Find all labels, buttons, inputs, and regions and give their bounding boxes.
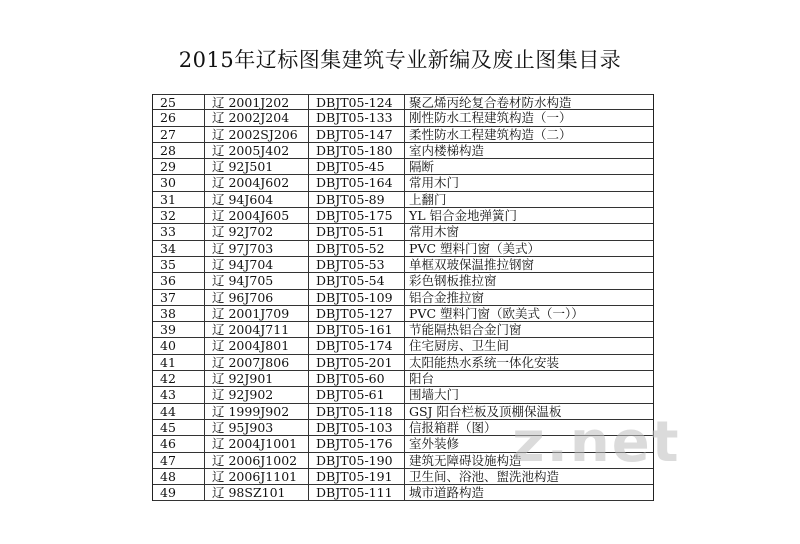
row-number: 39 — [153, 322, 205, 337]
atlas-name: 节能隔热铝合金门窗 — [409, 322, 522, 338]
atlas-name: 上翻门 — [409, 191, 447, 207]
atlas-code: 辽 2004J602 — [205, 175, 309, 190]
row-number: 30 — [153, 175, 205, 190]
atlas-code: 辽 92J501 — [205, 159, 309, 174]
table-row — [153, 355, 653, 371]
row-number: 25 — [153, 95, 205, 109]
atlas-name: 住宅厨房、卫生间 — [409, 338, 510, 354]
atlas-code: 辽 2002SJ206 — [205, 127, 309, 142]
table-row — [153, 192, 653, 208]
atlas-code: 辽 2007J806 — [205, 355, 309, 370]
atlas-code: 辽 2001J709 — [205, 306, 309, 321]
atlas-code: 辽 94J705 — [205, 273, 309, 288]
atlas-name: PVC 塑料门窗（美式） — [409, 240, 540, 256]
standard-number: DBJT05-191 — [309, 469, 405, 484]
atlas-code: 辽 92J702 — [205, 224, 309, 239]
row-number: 37 — [153, 290, 205, 305]
atlas-name: 铝合金推拉窗 — [409, 289, 485, 305]
atlas-name: 柔性防水工程建筑构造（二） — [409, 126, 572, 142]
standard-number: DBJT05-45 — [309, 159, 405, 174]
atlas-name: 室内楼梯构造 — [409, 142, 485, 158]
atlas-name: 信报箱群（图） — [409, 419, 497, 435]
atlas-name: 常用木窗 — [409, 224, 460, 240]
row-number: 41 — [153, 355, 205, 370]
standard-number: DBJT05-176 — [309, 436, 405, 451]
atlas-name: 阳台 — [409, 371, 435, 387]
atlas-name: 常用木门 — [409, 175, 460, 191]
table-row — [153, 387, 653, 403]
row-number: 29 — [153, 159, 205, 174]
table-row — [153, 338, 653, 354]
row-number: 38 — [153, 306, 205, 321]
standard-number: DBJT05-180 — [309, 143, 405, 158]
table-row — [153, 110, 653, 126]
atlas-code: 辽 96J706 — [205, 290, 309, 305]
row-number: 42 — [153, 371, 205, 386]
atlas-name: 太阳能热水系统一体化安装 — [409, 354, 560, 370]
atlas-name: 刚性防水工程建筑构造（一） — [409, 110, 572, 126]
atlas-name: GSJ 阳台栏板及顶棚保温板 — [409, 403, 562, 419]
page-title: 2015年辽标图集建筑专业新编及废止图集目录 — [178, 48, 622, 72]
atlas-name: PVC 塑料门窗（欧美式（一）） — [409, 305, 584, 321]
atlas-code: 辽 2004J605 — [205, 208, 309, 223]
row-number: 28 — [153, 143, 205, 158]
standard-number: DBJT05-164 — [309, 175, 405, 190]
table-row — [153, 322, 653, 338]
table-row — [153, 306, 653, 322]
table-row — [153, 127, 653, 143]
row-number: 46 — [153, 436, 205, 451]
atlas-name: 彩色钢板推拉窗 — [409, 273, 497, 289]
watermark: z.net — [512, 410, 681, 475]
atlas-code: 辽 92J901 — [205, 371, 309, 386]
atlas-name: 聚乙烯丙纶复合卷材防水构造 — [409, 95, 572, 110]
table-row — [153, 208, 653, 224]
atlas-name: 卫生间、浴池、盥洗池构造 — [409, 468, 560, 484]
row-number: 40 — [153, 338, 205, 353]
atlas-code: 辽 2002J204 — [205, 110, 309, 125]
standard-number: DBJT05-161 — [309, 322, 405, 337]
standard-number: DBJT05-60 — [309, 371, 405, 386]
atlas-name: 室外装修 — [409, 436, 460, 452]
standard-number: DBJT05-89 — [309, 192, 405, 207]
table-row — [153, 485, 653, 501]
row-number: 35 — [153, 257, 205, 272]
atlas-name: 城市道路构造 — [409, 485, 485, 501]
table-row — [153, 159, 653, 175]
table-row — [153, 257, 653, 273]
atlas-code: 辽 1999J902 — [205, 404, 309, 419]
row-number: 48 — [153, 469, 205, 484]
standard-number: DBJT05-147 — [309, 127, 405, 142]
standard-number: DBJT05-133 — [309, 110, 405, 125]
standard-number: DBJT05-53 — [309, 257, 405, 272]
standard-number: DBJT05-127 — [309, 306, 405, 321]
atlas-code: 辽 92J902 — [205, 387, 309, 402]
standard-number: DBJT05-111 — [309, 485, 405, 500]
standard-number: DBJT05-109 — [309, 290, 405, 305]
row-number: 34 — [153, 241, 205, 256]
standard-number: DBJT05-174 — [309, 338, 405, 353]
row-number: 45 — [153, 420, 205, 435]
standard-number: DBJT05-51 — [309, 224, 405, 239]
atlas-code: 辽 97J703 — [205, 241, 309, 256]
atlas-code: 辽 94J704 — [205, 257, 309, 272]
row-number: 47 — [153, 453, 205, 468]
standard-number: DBJT05-201 — [309, 355, 405, 370]
standard-number: DBJT05-124 — [309, 95, 405, 109]
row-number: 32 — [153, 208, 205, 223]
standard-number: DBJT05-54 — [309, 273, 405, 288]
row-number: 26 — [153, 110, 205, 125]
table-row — [153, 241, 653, 257]
atlas-code: 辽 2001J202 — [205, 95, 309, 109]
table-row — [153, 94, 653, 110]
table-row — [153, 290, 653, 306]
row-number: 49 — [153, 485, 205, 500]
atlas-name: 围墙大门 — [409, 387, 460, 403]
table-row — [153, 371, 653, 387]
atlas-name: 单框双玻保温推拉钢窗 — [409, 256, 535, 272]
row-number: 31 — [153, 192, 205, 207]
standard-number: DBJT05-52 — [309, 241, 405, 256]
atlas-code: 辽 95J903 — [205, 420, 309, 435]
row-number: 44 — [153, 404, 205, 419]
atlas-code: 辽 2004J801 — [205, 338, 309, 353]
standard-number: DBJT05-61 — [309, 387, 405, 402]
row-number: 36 — [153, 273, 205, 288]
standard-number: DBJT05-190 — [309, 453, 405, 468]
table-row — [153, 224, 653, 240]
row-number: 33 — [153, 224, 205, 239]
standard-number: DBJT05-103 — [309, 420, 405, 435]
atlas-code: 辽 2006J1101 — [205, 469, 309, 484]
atlas-code: 辽 2004J1001 — [205, 436, 309, 451]
atlas-code: 辽 2006J1002 — [205, 453, 309, 468]
atlas-name: 建筑无障碍设施构造 — [409, 452, 522, 468]
standard-number: DBJT05-118 — [309, 404, 405, 419]
row-number: 27 — [153, 127, 205, 142]
table-row — [153, 143, 653, 159]
atlas-code: 辽 2004J711 — [205, 322, 309, 337]
table-row — [153, 273, 653, 289]
atlas-code: 辽 94J604 — [205, 192, 309, 207]
atlas-name: 隔断 — [409, 159, 435, 175]
atlas-name: YL 铝合金地弹簧门 — [409, 208, 518, 224]
table-row — [153, 175, 653, 191]
atlas-code: 辽 2005J402 — [205, 143, 309, 158]
atlas-code: 辽 98SZ101 — [205, 485, 309, 500]
row-number: 43 — [153, 387, 205, 402]
standard-number: DBJT05-175 — [309, 208, 405, 223]
